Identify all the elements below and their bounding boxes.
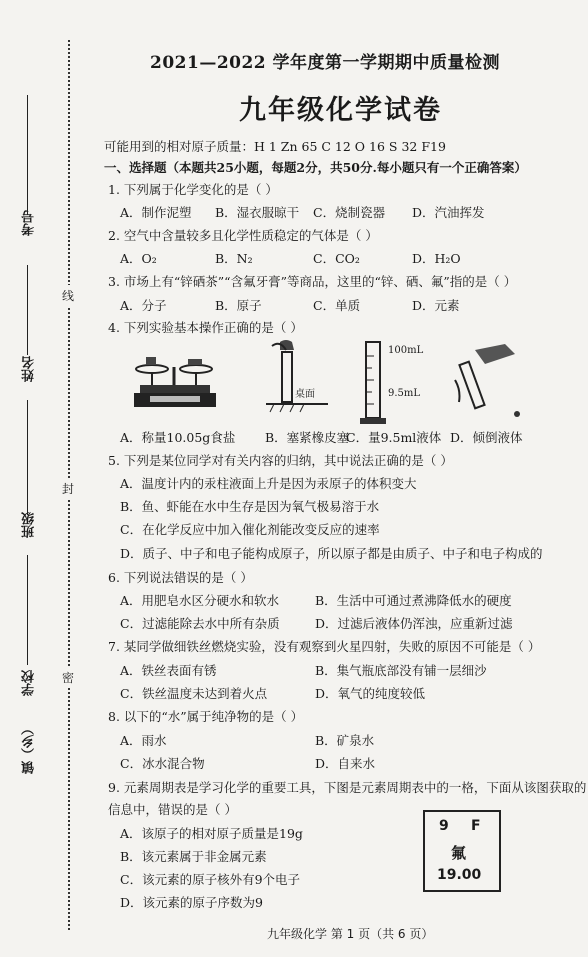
q8-option-b: B．矿泉水: [315, 733, 375, 748]
balance-figure: [130, 355, 220, 415]
atomic-masses-line: 可能用到的相对原子质量：H 1 Zn 65 C 12 O 16 S 32 F19: [104, 139, 446, 154]
q7-option-d: D．氧气的纯度较低: [315, 686, 426, 701]
page-title: 九年级化学试卷: [239, 95, 442, 126]
q9-option-a: A．该原子的相对原子质量是19g: [120, 826, 303, 841]
exam-year-heading: 2021—2022 学年度第一学期期中质量检测: [150, 53, 501, 73]
q8-option-d: D．自来水: [315, 756, 376, 771]
pouring-figure: [445, 340, 530, 425]
q5-option-c: C．在化学反应中加入催化剂能改变反应的速率: [120, 522, 380, 537]
q8-option-c: C．冰水混合物: [120, 756, 205, 771]
q2-option-b: B．N₂: [215, 251, 253, 266]
q4-option-d: D．倾倒液体: [450, 430, 523, 445]
stopper-figure: [262, 338, 332, 418]
class-line: [27, 400, 28, 515]
q2-option-c: C．CO₂: [313, 251, 360, 266]
cylinder-100ml-label: 100mL: [388, 345, 424, 356]
q3-option-a: A．分子: [120, 298, 167, 313]
element-symbol: F: [471, 818, 481, 834]
exam-no-label: 考号: [22, 210, 37, 236]
question-6-stem: 6. 下列说法错误的是（ ）: [108, 570, 253, 585]
q9-option-b: B．该元素属于非金属元素: [120, 849, 267, 864]
question-3-stem: 3. 市场上有“锌硒茶”“含氟牙膏”等商品，这里的“锌、硒、氟”指的是（ ）: [108, 274, 517, 289]
class-label: 班级: [22, 512, 37, 538]
q7-option-b: B．集气瓶底部没有铺一层细沙: [315, 663, 487, 678]
school-line: [27, 555, 28, 665]
town-label: 镇（乡）: [22, 722, 37, 774]
q6-option-c: C．过滤能除去水中所有杂质: [120, 616, 280, 631]
atomic-mass: 19.00: [437, 867, 482, 883]
question-7-stem: 7. 某同学做细铁丝燃烧实验，没有观察到火星四射，失败的原因不可能是（ ）: [108, 639, 541, 654]
question-2-stem: 2. 空气中含量较多且化学性质稳定的气体是（ ）: [108, 228, 378, 243]
periodic-table-cell: [423, 810, 501, 892]
question-9-stem-continued: 信息中，错误的是（ ）: [108, 802, 237, 817]
q6-option-a: A．用肥皂水区分硬水和软水: [120, 593, 280, 608]
q8-option-a: A．雨水: [120, 733, 167, 748]
cylinder-figure: [352, 338, 392, 428]
q3-option-b: B．原子: [215, 298, 262, 313]
q3-option-d: D．元素: [412, 298, 460, 313]
q3-option-c: C．单质: [313, 298, 361, 313]
q1-option-c: C．烧制瓷器: [313, 205, 386, 220]
table-surface-label: 桌面: [295, 389, 315, 400]
q9-option-c: C．该元素的原子核外有9个电子: [120, 872, 301, 887]
q1-option-b: B．湿衣服晾干: [215, 205, 300, 220]
page-footer: 九年级化学 第 1 页（共 6 页）: [267, 927, 434, 941]
question-4-stem: 4. 下列实验基本操作正确的是（ ）: [108, 320, 303, 335]
name-label: 姓名: [22, 356, 37, 382]
question-8-stem: 8. 以下的“水”属于纯净物的是（ ）: [108, 709, 304, 724]
cylinder-95ml-label: 9.5mL: [388, 388, 421, 399]
name-line: [27, 265, 28, 355]
q4-option-a: A．称量10.05g食盐: [120, 430, 236, 445]
q2-option-d: D．H₂O: [412, 251, 461, 266]
q1-option-a: A．制作泥塑: [120, 205, 192, 220]
q7-option-c: C．铁丝温度未达到着火点: [120, 686, 268, 701]
question-1-stem: 1. 下列属于化学变化的是（ ）: [108, 182, 278, 197]
question-5-stem: 5. 下列是某位同学对有关内容的归纳，其中说法正确的是（ ）: [108, 453, 453, 468]
cut-word-feng: 封: [62, 478, 74, 499]
exam-no-line: [27, 95, 28, 215]
section-heading: 一、选择题（本题共25小题，每题2分，共50分.每小题只有一个正确答案）: [104, 160, 527, 175]
q2-option-a: A．O₂: [120, 251, 157, 266]
q5-option-d: D．质子、中子和电子能构成原子，所以原子都是由质子、中子和电子构成的: [120, 546, 543, 561]
atomic-number: 9: [439, 818, 449, 834]
q6-option-b: B．生活中可通过煮沸降低水的硬度: [315, 593, 512, 608]
q5-option-a: A．温度计内的汞柱液面上升是因为汞原子的体积变大: [120, 476, 417, 491]
q4-option-b: B．塞紧橡皮塞: [265, 430, 350, 445]
q1-option-d: D．汽油挥发: [412, 205, 485, 220]
cut-word-mi: 密: [62, 667, 74, 688]
q5-option-b: B．鱼、虾能在水中生存是因为氧气极易溶于水: [120, 499, 380, 514]
cut-word-xian: 线: [62, 285, 74, 306]
q7-option-a: A．铁丝表面有锈: [120, 663, 217, 678]
q4-option-c: C．量9.5ml液体: [346, 430, 442, 445]
school-label: 学校: [22, 670, 37, 696]
q9-option-d: D．该元素的原子序数为9: [120, 895, 263, 910]
element-name: 氟: [451, 844, 467, 862]
question-9-stem: 9. 元素周期表是学习化学的重要工具，下图是元素周期表中的一格，下面从该图获取的: [108, 780, 587, 795]
q6-option-d: D．过滤后液体仍浑浊，应重新过滤: [315, 616, 513, 631]
